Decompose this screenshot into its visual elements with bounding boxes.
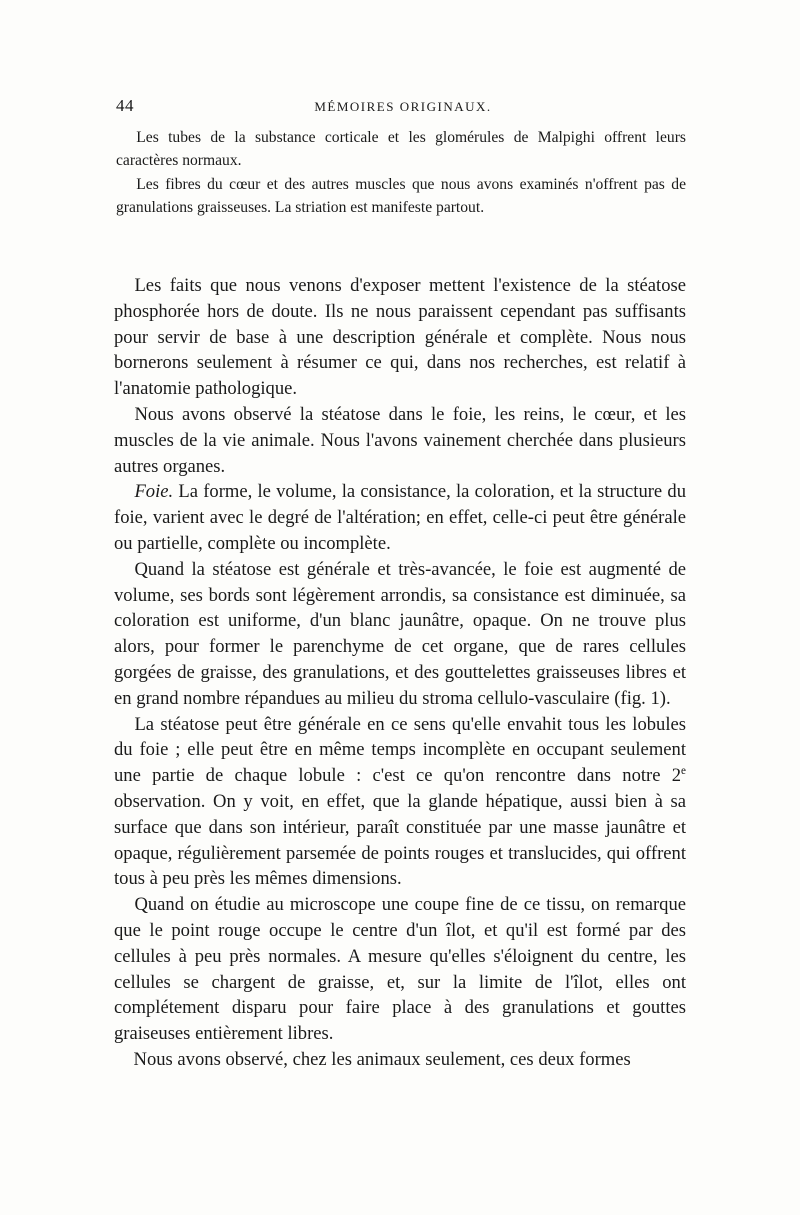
paragraph-organs-observed: Nous avons observé la stéatose dans le foie, les reins, le cœur, et les muscles de la vie animale. Nous l'avons vainement cherchée dans plusieurs autres organes. (114, 403, 686, 477)
main-text-block (114, 273, 686, 1073)
paragraph-foie-text: La forme, le volume, la consistance, la coloration, et la structure du foie, varient avec le degré de l'altération; en effet, celle-ci peut être générale ou partielle, complète ou incomplète. (114, 481, 686, 554)
small-paragraph-muscles: Les fibres du cœur et des autres muscles que nous avons examinés n'offrent pas de granulations graisseuses. La striation est manifeste partout. (116, 175, 686, 216)
small-print-block (116, 126, 686, 219)
paragraph-lobules-text-a: La stéatose peut être générale en ce sens qu'elle envahit tous les lobules du foie ; elle peut être en même temps incomplète en occupant seulement une partie de chaque lobule : c'est ce qu'on rencontre dans notre 2 (114, 713, 686, 787)
small-paragraph-kidney: Les tubes de la substance corticale et les glomérules de Malpighi offrent leurs caractères normaux. (116, 129, 686, 170)
paragraph-animaux: Nous avons observé, chez les animaux seulement, ces deux formes (133, 1048, 631, 1070)
paragraph-steatose-generale: Quand la stéatose est générale et très-avancée, le foie est augmenté de volume, ses bords sont légèrement arrondis, sa consistance est diminuée, sa coloration est uniforme, d'un blanc jaunâtre, opaque. On ne trouve plus alors, pour former le parenchyme de cet organe, que de rares cellules gorgées de graisse, des granulations, et des gouttelettes graisseuses libres et en grand nombre répandues au milieu du stroma cellulo-vasculaire (fig. 1). (114, 558, 686, 709)
paragraph-lobules (114, 712, 686, 893)
page-header (116, 96, 690, 118)
superscript-e: e (681, 764, 686, 777)
page-number: 44 (116, 96, 134, 115)
paragraph-microscope: Quand on étudie au microscope une coupe fine de ce tissu, on remarque que le point rouge occupe le centre d'un îlot, et qu'il est formé par des cellules à peu près normales. A mesure qu'elles s'éloignent du centre, les cellules se chargent de graisse, et, sur la limite de l'îlot, elles ont complétement disparu pour faire place à des granulations et gouttes graiseuses entièrement libres. (114, 894, 686, 1045)
paragraph-steatose-facts: Les faits que nous venons d'exposer mettent l'existence de la stéatose phosphorée hors de doute. Ils ne nous paraissent cependant pas suffisants pour servir de base à une description générale et complète. Nous nous bornerons seulement à résumer ce qui, dans nos recherches, est relatif à l'anatomie pathologique. (114, 275, 686, 400)
section-label-foie: Foie. (134, 481, 174, 503)
paragraph-lobules-text-b: observation. On y voit, en effet, que la glande hépatique, aussi bien à sa surface que dans son intérieur, paraît constituée par une masse jaunâtre et opaque, régulièrement parsemée de points rouges et translucides, qui offrent tous à peu près les mêmes dimensions. (114, 790, 686, 890)
paragraph-foie (114, 479, 686, 556)
running-title: MÉMOIRES ORIGINAUX. (314, 99, 492, 114)
